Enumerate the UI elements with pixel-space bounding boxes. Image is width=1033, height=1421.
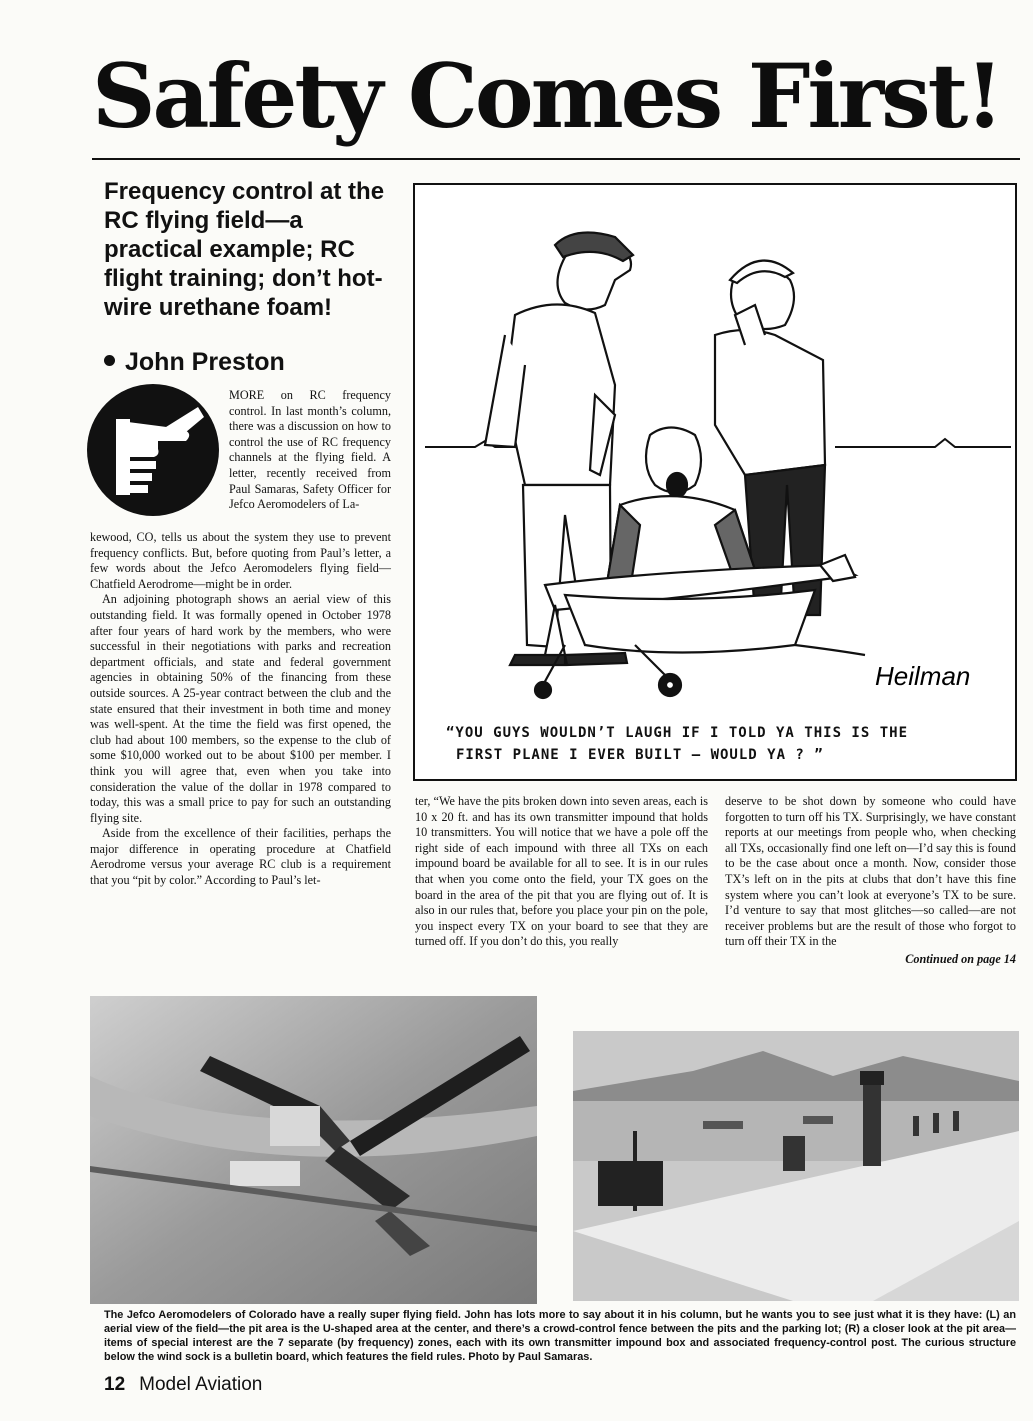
photo-caption: The Jefco Aeromodelers of Colorado have a really super flying field. John has lots more to say about it in his column, but he wants you to see just what it is they have: (L) an aerial view of the field—the pit area is the U-shaped area at the center, and there’s a crowd-control fence between the pits and the parking lot; (R) a closer look at the pit area—items of special interest are the 7 separate (by frequency) zones, each with its own transmitter impound box and associated frequency-control post. The curious structure below the wind sock is a bulletin board, which features the field rules. Photo by Paul Samaras. [104,1309,1016,1363]
bullet-icon [104,355,115,366]
page-title: Safety Comes First! [92,44,1001,148]
column-1-body [90,530,391,889]
paragraph: An adjoining photograph shows an aerial view of this outstanding field. It was formally opened in October 1978 after four years of hard work by the members, who were successful in their negotiations with parks and recreation department officials, and state and federal government agencies in obtaining 50% of the financing from these outside sources. A 25-year contract between the club and the state ensured that their investment in both time and money was well-spent. At the time the field was first opened, the club had about 100 members, so the expense to the club of some $10,000 worked out to be about $100 per member. I think you will agree that, even when you take into consideration the value of the dollar in 1978 compared to today, this was a small price to pay for such an outstanding flying site. [90,592,391,825]
paragraph: ter, “We have the pits broken down into seven areas, each is 10 x 20 ft. and has its own transmitter impound that holds 10 transmitters. You will notice that we have a pole off the right side of each impound with three all TXs on each impound board be available for all to see. It is in our rules that when you come onto the field, your TX goes on the board in the area of the pit that you are flying out of. It is also in our rules that, before you place your pin on the pole, you inspect every TX on your board to see that they are turned off. If you don’t do this, you really [415,794,708,949]
column-3 [725,794,1016,968]
aerial-photo [90,996,537,1304]
cartoon-caption-line-2: FIRST PLANE I EVER BUILT — WOULD YA ? ” [456,747,824,763]
paragraph: deserve to be shot down by someone who could have forgotten to turn off his TX. Surprisingly, we have constant reports at our meetings from people who, when checking all TXs, occasionally find one left on—I’d say this is found to be the case about once a month. Now, consider those TX’s left on in the pits at clubs that don’t have this fine system where you can’t look at everyone’s TX to be sure. I’d venture to say that most glitches—so called—are not receiver problems but are the result of those who forgot to turn off their TX in the [725,794,1016,949]
cartoon-caption [446,722,908,766]
cartoon-caption-line-1: “YOU GUYS WOULDN’T LAUGH IF I TOLD YA THIS IS THE [446,725,909,741]
continued-note: Continued on page 14 [905,951,1016,966]
paragraph: kewood, CO, tells us about the system they use to prevent frequency conflicts. But, before quoting from Paul’s letter, a few words about the Jefco Aeromodelers flying field—Chatfield Aerodrome—might be in order. [90,530,391,591]
column-1-top-text: MORE on RC frequency control. In last month’s column, there was a discussion on how to control the use of RC frequency channels at the flying field. A letter, recently received from Paul Samaras, Safety Officer for Jefco Aeromodelers of La- [229,388,391,512]
title-rule [92,158,1020,160]
column-2 [415,794,708,950]
paragraph: Aside from the excellence of their facilities, perhaps the major difference in operating procedure at Chatfield Aerodrome versus your average RC club is a requirement that you “pit by color.” According to Paul’s let- [90,826,391,888]
page-number: 12 [104,1374,126,1395]
cartoon-drawing [415,185,1015,779]
column-1-top [229,388,391,513]
cartoon-signature: Heilman [875,661,971,691]
magazine-name: Model Aviation [139,1374,263,1395]
pointing-hand-icon [86,383,220,517]
author-name: John Preston [125,348,285,376]
page-footer [104,1374,262,1396]
cartoon-illustration [413,183,1017,781]
article-headline: Frequency control at the RC flying field—a practical example; RC flight training; don’t hot-wire urethane foam! [104,178,385,321]
pit-area-photo [573,1031,1019,1301]
byline [104,348,285,377]
